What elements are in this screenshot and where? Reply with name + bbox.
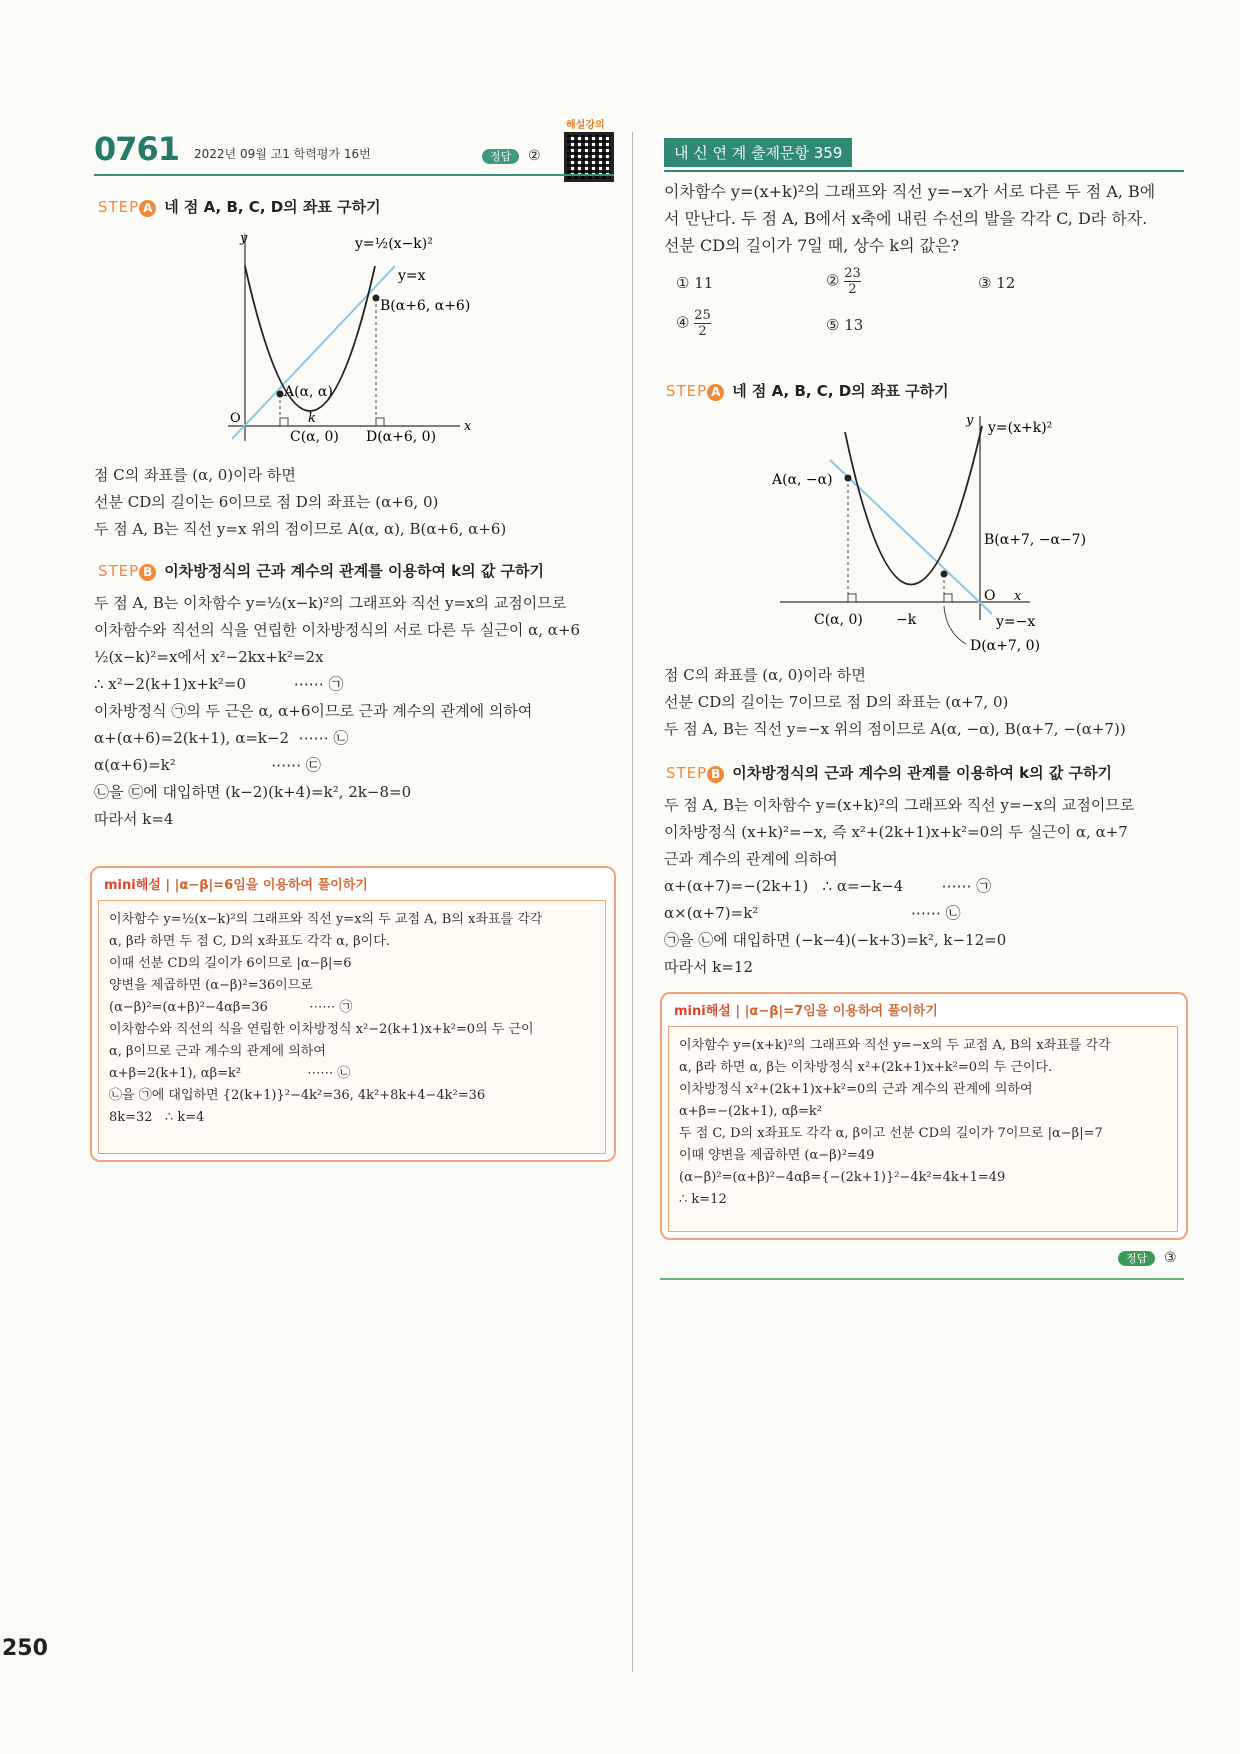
problem-source: 2022년 09월 고1 학력평가 16번 [194, 147, 371, 161]
problem-number: 0761 [94, 130, 180, 168]
parabola-curve [845, 426, 982, 585]
step-b-heading: STEP B 이차방정식의 근과 계수의 관계를 이용하여 k의 값 구하기 [98, 562, 545, 580]
label-c: C(α, 0) [290, 429, 339, 445]
text-line: 선분 CD의 길이는 7이므로 점 D의 좌표는 (α+7, 0) [664, 693, 1009, 711]
mini-line: α+β=−(2k+1), αβ=k² [679, 1104, 822, 1119]
step-a-text-right [664, 662, 1184, 743]
curve-label: y=½(x−k)² [355, 236, 433, 252]
question-line: 이차함수 y=(x+k)²의 그래프와 직선 y=−x가 서로 다른 두 점 A, B에 [664, 182, 1156, 201]
mini-line: ∴ k=12 [679, 1192, 727, 1207]
line-label: y=x [398, 268, 426, 284]
origin-label: O [984, 588, 996, 604]
step-b-heading-right: STEP B 이차방정식의 근과 계수의 관계를 이용하여 k의 값 구하기 [666, 764, 1113, 782]
point-a [277, 391, 284, 398]
text-line: α×(α+7)=k² ⋯⋯ ㉡ [664, 904, 961, 922]
label-d: D(α+7, 0) [970, 638, 1041, 654]
mini-line: 양변을 제곱하면 (α−β)²=36이므로 [109, 978, 313, 993]
step-b-text-right [664, 792, 1184, 981]
mini-line: α+β=2(k+1), αβ=k² ⋯⋯ ㉡ [109, 1066, 351, 1081]
text-line: 두 점 A, B는 직선 y=x 위의 점이므로 A(α, α), B(α+6, α+6) [94, 520, 507, 538]
answer-badge-right [1118, 1248, 1177, 1266]
mini-line: α, β라 하면 두 점 C, D의 x좌표도 각각 α, β이다. [109, 934, 390, 949]
label-k: k [308, 411, 316, 426]
y-label: y [240, 231, 248, 246]
text-line: 두 점 A, B는 직선 y=−x 위의 점이므로 A(α, −α), B(α+7, −(α+7)) [664, 720, 1126, 738]
mini-solution-left [90, 866, 616, 1162]
answer-pill: 정답 [1118, 1251, 1155, 1266]
text-line: α(α+6)=k² ⋯⋯ ㉢ [94, 756, 321, 774]
x-label: x [1014, 589, 1022, 604]
step-a-heading: STEP A 네 점 A, B, C, D의 좌표 구하기 [98, 198, 381, 216]
text-line: ㉡을 ㉢에 대입하면 (k−2)(k+4)=k², 2k−8=0 [94, 783, 412, 801]
mini-heading: mini해설 | |α−β|=7임을 이용하여 풀이하기 [674, 1004, 938, 1019]
text-line: 선분 CD의 길이는 6이므로 점 D의 좌표는 (α+6, 0) [94, 493, 439, 511]
mini-line: α, β라 하면 α, β는 이차방정식 x²+(2k+1)x+k²=0의 두 근이다. [679, 1060, 1053, 1075]
step-a-heading-right: STEP A 네 점 A, B, C, D의 좌표 구하기 [666, 382, 949, 400]
right-angle-d [376, 418, 384, 426]
label-a: A(α, −α) [772, 472, 833, 488]
right-angle-d [944, 594, 952, 602]
text-line: ½(x−k)²=x에서 x²−2kx+k²=2x [94, 648, 324, 666]
question-line: 선분 CD의 길이가 7일 때, 상수 k의 값은? [664, 236, 960, 255]
mini-line: 이차함수와 직선의 식을 연립한 이차방정식 x²−2(k+1)x+k²=0의 두 근이 [109, 1022, 534, 1037]
label-neg-k: −k [896, 612, 917, 628]
text-line: α+(α+7)=−(2k+1) ∴ α=−k−4 ⋯⋯ ㉠ [664, 877, 992, 895]
origin-label: O [230, 411, 241, 426]
ref-rule [664, 170, 1184, 172]
page-number: 250 [2, 1636, 48, 1661]
mini-line: 이차함수 y=(x+k)²의 그래프와 직선 y=−x의 두 교점 A, B의 x좌표를 각각 [679, 1038, 1111, 1053]
text-line: 따라서 k=12 [664, 958, 753, 976]
x-label: x [464, 419, 472, 434]
mini-line: α, β이므로 근과 계수의 관계에 의하여 [109, 1044, 326, 1059]
y-label: y [966, 413, 974, 428]
mini-line: 이차함수 y=½(x−k)²의 그래프와 직선 y=x의 두 교점 A, B의 x좌표를 각각 [109, 912, 543, 927]
right-angle-c [848, 594, 856, 602]
mini-body [668, 1026, 1178, 1232]
mini-line: 8k=32 ∴ k=4 [109, 1110, 205, 1125]
text-line: 두 점 A, B는 이차함수 y=(x+k)²의 그래프와 직선 y=−x의 교점이므로 [664, 796, 1135, 814]
mini-line: (α−β)²=(α+β)²−4αβ={−(2k+1)}²−4k²=4k+1=49 [679, 1170, 1006, 1185]
header-rule [94, 174, 614, 176]
text-line: ㉠을 ㉡에 대입하면 (−k−4)(−k+3)=k², k−12=0 [664, 931, 1007, 949]
choice-5[interactable]: ⑤ 13 [826, 316, 864, 334]
answer-pill: 정답 [482, 149, 519, 164]
question-text [664, 178, 1184, 259]
mini-line: 이차방정식 x²+(2k+1)x+k²=0의 근과 계수의 관계에 의하여 [679, 1082, 1033, 1097]
label-c: C(α, 0) [814, 612, 863, 628]
label-b: B(α+7, −α−7) [984, 532, 1087, 548]
step-b-text [94, 590, 614, 833]
label-a: A(α, α) [284, 384, 333, 400]
point-a [845, 475, 852, 482]
curve-label: y=(x+k)² [988, 420, 1053, 436]
bottom-rule [660, 1278, 1184, 1280]
text-line: 점 C의 좌표를 (α, 0)이라 하면 [664, 666, 866, 684]
text-line: ∴ x²−2(k+1)x+k²=0 ⋯⋯ ㉠ [94, 675, 344, 693]
choice-2[interactable]: ② $\frac{23}{2}$ [826, 266, 861, 297]
mini-line: 이때 양변을 제곱하면 (α−β)²=49 [679, 1148, 875, 1163]
mini-line: 두 점 C, D의 x좌표도 각각 α, β이고 선분 CD의 길이가 7이므로 |α−β|=7 [679, 1126, 1103, 1141]
text-line: 이차방정식 (x+k)²=−x, 즉 x²+(2k+1)x+k²=0의 두 실근이 α, α+7 [664, 823, 1128, 841]
graph-left [220, 226, 520, 454]
text-line: 두 점 A, B는 이차함수 y=½(x−k)²의 그래프와 직선 y=x의 교점이므로 [94, 594, 567, 612]
right-angle-c [280, 418, 288, 426]
question-line: 서 만난다. 두 점 A, B에서 x축에 내린 수선의 발을 각각 C, D라 하자. [664, 209, 1148, 228]
mini-solution-right [660, 992, 1188, 1240]
pointer-d [944, 606, 966, 644]
choice-3[interactable]: ③ 12 [978, 274, 1016, 292]
ref-problem-heading: 내 신 연 계 출제문항 359 [664, 138, 852, 167]
text-line: α+(α+6)=2(k+1), α=k−2 ⋯⋯ ㉡ [94, 729, 349, 747]
mini-line: (α−β)²=(α+β)²−4αβ=36 ⋯⋯ ㉠ [109, 1000, 353, 1015]
graph-right [770, 410, 1100, 660]
mini-line: ㉡을 ㉠에 대입하면 {2(k+1)}²−4k²=36, 4k²+8k+4−4k²=36 [109, 1088, 486, 1103]
step-a-text [94, 462, 614, 543]
choice-1[interactable]: ① 11 [676, 274, 714, 292]
answer-value: ② [528, 148, 541, 164]
column-divider [632, 132, 633, 1672]
text-line: 근과 계수의 관계에 의하여 [664, 850, 838, 868]
choice-4[interactable]: ④ $\frac{25}{2}$ [676, 308, 711, 339]
text-line: 점 C의 좌표를 (α, 0)이라 하면 [94, 466, 296, 484]
text-line: 이차방정식 ㉠의 두 근은 α, α+6이므로 근과 계수의 관계에 의하여 [94, 702, 533, 720]
mini-body [98, 900, 606, 1154]
answer-value: ③ [1164, 1250, 1177, 1266]
lecture-label: 해설강의 [566, 120, 605, 131]
line-label: y=−x [996, 614, 1036, 630]
text-line: 이차함수와 직선의 식을 연립한 이차방정식의 서로 다른 두 실근이 α, α+6 [94, 621, 581, 639]
mini-line: 이때 선분 CD의 길이가 6이므로 |α−β|=6 [109, 956, 352, 971]
point-b [941, 571, 948, 578]
answer-badge [482, 146, 541, 164]
text-line: 따라서 k=4 [94, 810, 174, 828]
label-b: B(α+6, α+6) [380, 298, 471, 314]
label-d: D(α+6, 0) [366, 429, 437, 445]
mini-heading: mini해설 | |α−β|=6임을 이용하여 풀이하기 [104, 878, 368, 893]
point-b [373, 295, 380, 302]
